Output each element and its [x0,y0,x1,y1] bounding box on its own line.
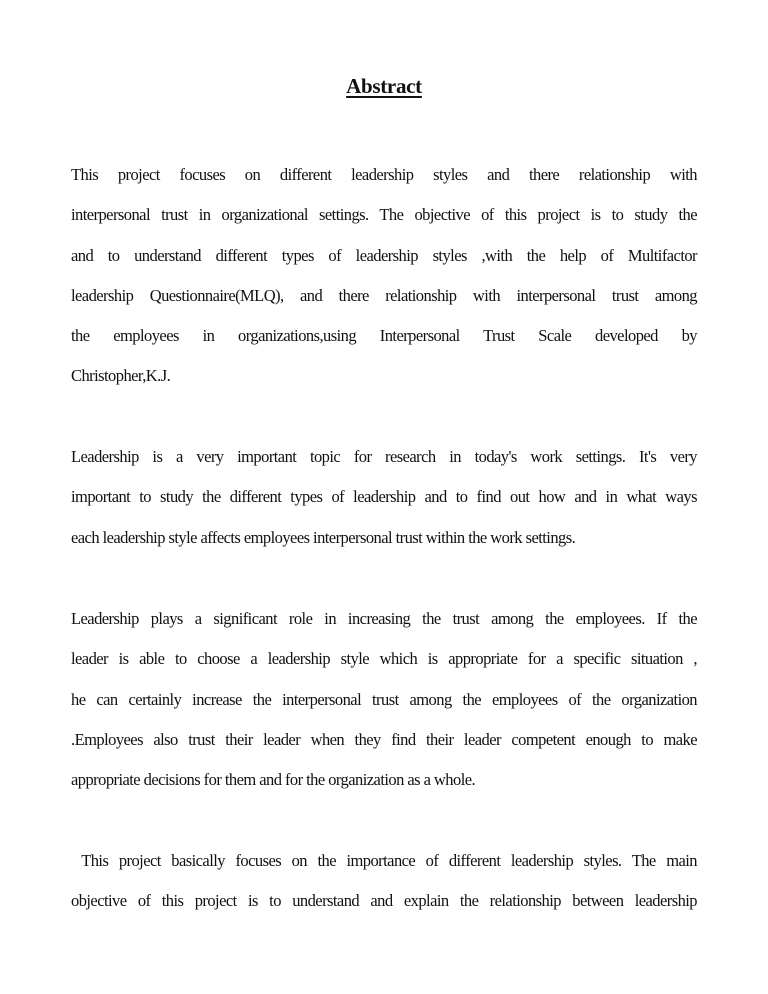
text-line: objective of this project is to understand and explain the relationship between leadership [71,891,697,911]
paragraph-4 [71,841,697,922]
text-line: leader is able to choose a leadership style which is appropriate for a specific situation , [71,649,697,669]
text-line: and to understand different types of leadership styles ,with the help of Multifactor [71,245,697,265]
text-line: .Employees also trust their leader when they find their leader competent enough to make [71,729,697,749]
page-title: Abstract [346,74,422,98]
paragraph-1 [71,155,697,397]
text-line: appropriate decisions for them and for the organization as a whole. [71,770,476,790]
text-line: Christopher,K.J. [71,366,171,386]
text-line: the employees in organizations,using Interpersonal Trust Scale developed by [71,326,697,346]
text-line: interpersonal trust in organizational settings. The objective of this project is to study the [71,205,697,225]
text-line: This project basically focuses on the importance of different leadership styles. The main [71,851,697,870]
text-line: each leadership style affects employees interpersonal trust within the work settings. [71,527,576,547]
text-line: leadership Questionnaire(MLQ), and there relationship with interpersonal trust among [71,285,697,305]
paragraph-3 [71,599,697,800]
text-line: he can certainly increase the interpersonal trust among the employees of the organization [71,689,697,709]
paragraph-2 [71,437,697,558]
text-line: Leadership plays a significant role in increasing the trust among the employees. If the [71,609,697,628]
text-line: important to study the different types of leadership and to find out how and in what ways [71,487,697,507]
text-line: This project focuses on different leadership styles and there relationship with [71,165,697,184]
text-line: Leadership is a very important topic for research in today's work settings. It's very [71,447,697,466]
